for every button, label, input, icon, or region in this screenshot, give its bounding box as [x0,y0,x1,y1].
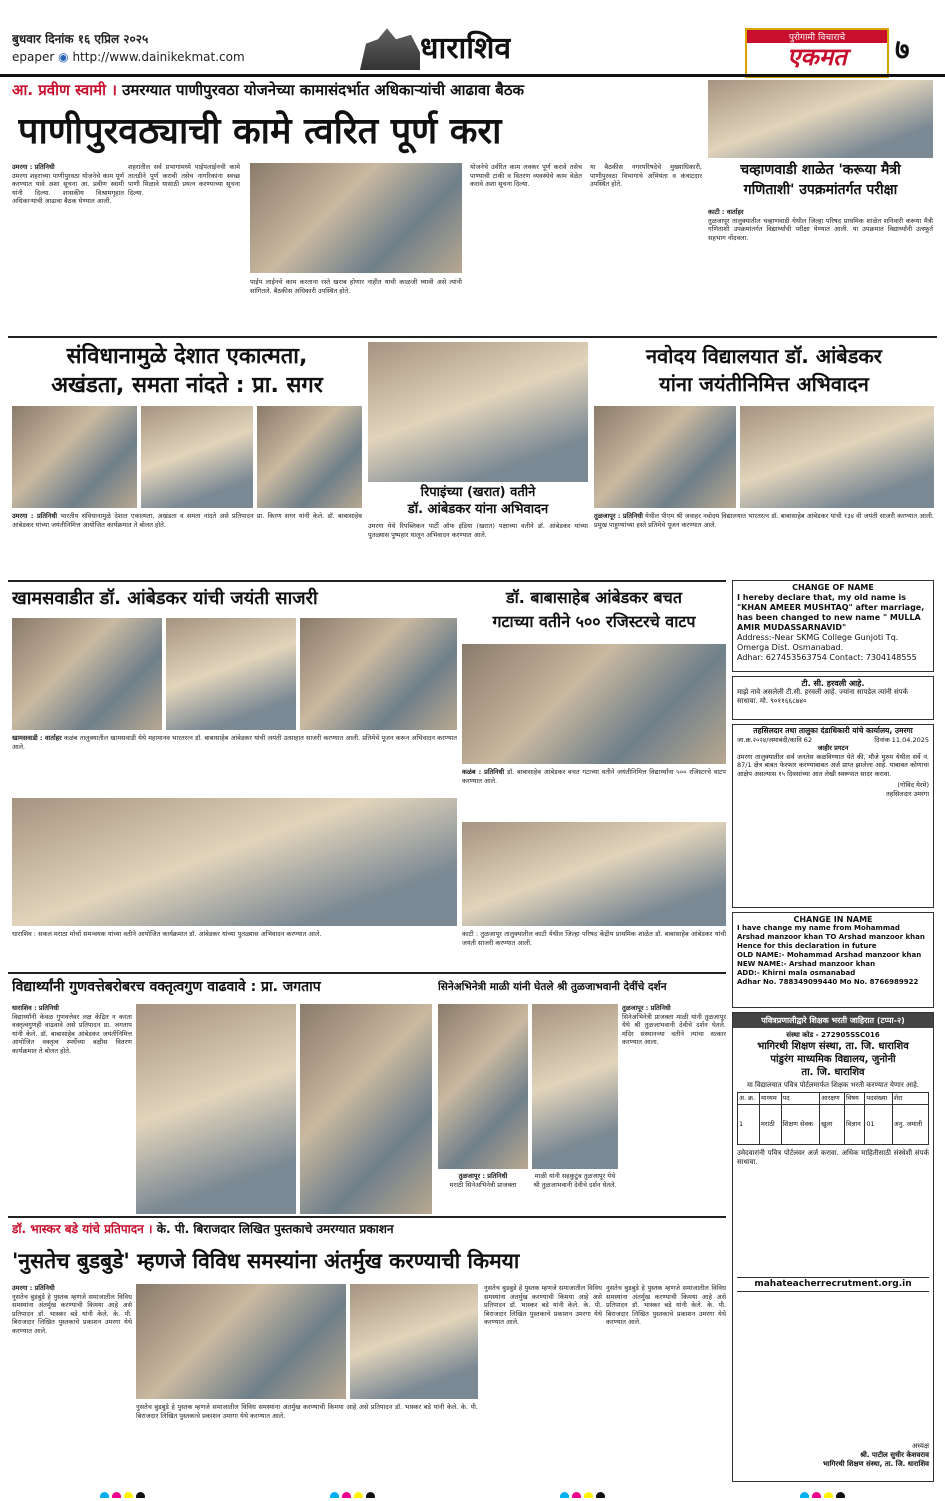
khamaswadi-photo-1 [12,618,162,730]
jagtap-text: विद्यार्थ्यांनी केवळ गुणवत्तेवर लक्ष केंद्रित न करता वक्तृत्वगुणही वाढवावे असे प्रतिपादन प्रा. जगताप यांनी केले. डॉ. बाबासाहेब आंबेडकर जयंतीनिमित्त आयोजित वक्तृत्व स्पर्धेच्या बक्षीस वितरण कार्यक्रमात ते बोलत होते. [12,1012,132,1055]
book-photo-1 [136,1284,346,1399]
chavhan-body [708,208,933,333]
bharti-td-2: शिक्षण सेवक [781,1105,820,1145]
samvidhan-text: भारतीय संविधानामुळे देशात एकात्मता, अखंडता व समता नांदते असे प्रतिपादन प्रा. किरण सगर यांनी केले. डॉ. बाबासाहेब आंबेडकर यांच्या जयंतीनिमित्त आयोजित कार्यक्रमात ते बोलत होते. [12,512,362,529]
magenta-dot-icon [572,1492,581,1498]
ripai-headline-1: रिपाइंच्या (खरात) वतीने [420,485,536,500]
lead-dateline: उमरगा : प्रतिनिधी [12,163,55,171]
black-dot-icon [366,1492,375,1498]
bharti-place: ता. जि. धाराशिव [801,1067,865,1078]
notice-1-title: CHANGE OF NAME [792,583,874,592]
navoday-headline-2: यांना जयंतीनिमित्त अभिवादन [659,372,869,396]
chavhan-headline [708,160,933,204]
samvidhan-photo-2 [141,406,253,508]
navoday-photo-2 [740,406,934,508]
khamaswadi-photo-2 [166,618,296,730]
navoday-headline [594,342,934,402]
navoday-headline-1: नवोदय विद्यालयात डॉ. आंबेडकर [646,344,882,368]
tulja-caption-1 [438,1172,528,1212]
notice-2-body: I have change my name from Mohammad Arshad manzoor khan TO Arshad manzoor khan Hence for this declaration in future [737,924,925,950]
jagtap-photo-2 [300,1004,432,1214]
bharti-td-1: मराठी [760,1105,781,1145]
samvidhan-photo-3 [257,406,362,508]
ripai-body: उमरगा येथे रिपब्लिकन पार्टी ऑफ इंडिया (खरात) पक्षाच्या वतीने डॉ. आंबेडकर यांच्या पुतळ्यास पुष्पहार घालून अभिवादन करण्यात आले. [368,522,588,539]
bachat-photo-2 [462,822,726,926]
divider-1 [8,336,937,338]
globe-icon: ◉ [58,50,69,64]
notice-tc-body: माझे नावे असलेली टी.सी. हरवली आहे. ज्यांना सापडेल त्यांनी संपर्क साधावा. मो. ९०११६६८७४० [737,688,909,705]
brand-name: एकमत [787,43,847,71]
notice-tahsil-ref: जा.क्र.२०२४/जमाबंदी/कावि 62 [737,735,813,744]
samvidhan-body [12,512,362,577]
notice-1-phone: Adhar: 627453563754 Contact: 7304148555 [737,653,917,662]
bharti-web[interactable]: mahateacherrecrutment.org.in [737,1277,929,1292]
book-body-col-2: नुसतेच बुडबुडे हे पुस्तक म्हणजे समाजातील विविध समस्यांना अंतर्मुख करण्याची किमया आहे असे प्रतिपादन डॉ. भास्कर बडे यांनी केले. के. पी. बिराजदार लिखित पुस्तकाचे प्रकाशन उमरगा येथे करण्यात आले. [136,1403,478,1420]
divider-4 [8,1216,726,1218]
site-url[interactable]: http://www.dainikekmat.com [72,50,245,64]
khamaswadi-photo-4 [12,798,457,926]
samvidhan-headline [12,342,362,402]
black-dot-icon [136,1492,145,1498]
notice-2-old: OLD NAME:- Mohammad Arshad manzoor khan [737,951,922,959]
notice-tahsil-body: उमरगा तालुक्यातील सर्व जनतेस कळविण्यात येते की, मौजे मुरुम येथील सर्वे नं. 87/1 क्षेत्र बाबत फेरफार करण्याबाबत अर्ज प्राप्त झालेला आहे. याबाबत कोणाचा आक्षेप असल्यास १५ दिवसांच्या आत लेखी स्वरूपात सादर करावा. [737,752,929,778]
bharti-th-0: अ. क्र. [738,1093,760,1105]
yellow-dot-icon [124,1492,133,1498]
tulja-cap-1b: मराठी सिनेअभिनेत्री प्राजक्ता [449,1180,517,1189]
navoday-text: येथील पीएम श्री जवाहर नवोदय विद्यालयात भारतरत्न डॉ. बाबासाहेब आंबेडकर यांची १३४ वी जयंती साजरी करण्यात आली. प्रमुख पाहुण्यांच्या हस्ते प्रतिमेचे पूजन करण्यात आले. [594,512,934,529]
notice-tahsil [732,724,934,908]
notice-2-new: NEW NAME:- Arshad manzoor khan [737,960,876,968]
notice-tahsil-sign2: तहसिलदार उमरगा [886,789,929,798]
brand-logo [745,28,889,78]
cyan-dot-icon [330,1492,339,1498]
bharti-th-6: शेरा [892,1093,928,1105]
tulja-headline: सिनेअभिनेत्री माळी यांनी घेतले श्री तुळजाभवानी देवींचे दर्शन [438,981,667,993]
chavhan-headline-2: गणिताशी' उपक्रमांतर्गत परीक्षा [743,182,898,198]
bharti-school: पांडुरंग माध्यमिक विद्यालय, जुनोनी [770,1054,896,1065]
masthead-rule [0,74,945,77]
notice-tahsil-date: दिनांक 11.04.2025 [874,735,929,744]
divider-3 [8,972,726,974]
bharti-td-0: 1 [738,1105,760,1145]
samvidhan-headline-2: अखंडता, समता नांदते : प्रा. सगर [51,373,323,398]
ripai-headline [368,484,588,520]
registration-marks-mid2 [560,1486,620,1498]
khamaswadi-headline: खामसवाडीत डॉ. आंबेडकर यांची जयंती साजरी [12,588,318,609]
notice-teacher-recruitment [732,1012,934,1482]
khamaswadi-dateline: खामसवाडी : वार्ताहर [12,734,62,742]
jagtap-headline: विद्यार्थ्यांनी गुणवत्तेबरोबरच वक्तृत्वगुण वाढवावे : प्रा. जगताप [12,979,321,995]
lead-col-4: योजनेचे उर्वरित काम लवकर पूर्ण करावे तसेच पाण्याची टाकी व वितरण व्यवस्थेचे काम वेळेत करावे अशा सूचना दिल्या. [470,163,582,189]
khamaswadi-caption: धाराशिव : सकल मराठा मोर्चा समन्वयक यांच्या वतीने आयोजित कार्यक्रमात डॉ. आंबेडकर यांच्या पुतळ्यास अभिवादन करण्यात आले. [12,930,322,938]
bachat-headline [462,586,726,640]
bachat-caption: काटी : तुळजापूर तालुक्यातील काटी येथील जिल्हा परिषद केंद्रीय प्राथमिक शाळेत डॉ. बाबासाहेब आंबेडकर यांची जयंती साजरी करण्यात आली. [462,930,726,947]
yellow-dot-icon [354,1492,363,1498]
bharti-td-3: खुला [820,1105,845,1145]
bachat-headline-1: डॉ. बाबासाहेब आंबेडकर बचत [506,588,682,607]
tulja-text: सिनेअभिनेत्री प्राजक्ता माळी यांनी तुळजापूर येथे श्री तुळजाभवानी देवीचे दर्शन घेतले. मंदिर संस्थानच्या वतीने त्यांचा सत्कार करण्यात आला. [622,1012,726,1047]
navoday-dateline: तुळजापूर : प्रतिनिधी [594,512,643,520]
bachat-text: डॉ. बाबासाहेब आंबेडकर बचत गटाच्या वतीने जयंतीनिमित्त विद्यार्थ्यांना ५०० रजिस्टरचे वाटप करण्यात आले. [462,768,726,785]
bharti-table-header [738,1093,929,1105]
bachat-dateline: कळंब : प्रतिनिधी [462,768,505,776]
bharti-code: संस्था कोड - 272905SSC016 [786,1031,880,1039]
cyan-dot-icon [100,1492,109,1498]
navoday-photo-1 [594,406,736,508]
bharti-sign-block [737,1442,929,1469]
bharti-th-1: माध्यम [760,1093,781,1105]
lead-col-1 [12,163,124,333]
yellow-dot-icon [824,1492,833,1498]
bharti-td-6: अनु. जमाती [892,1105,928,1145]
bachat-photo-1 [462,644,726,764]
bharti-table [737,1092,929,1145]
cyan-dot-icon [560,1492,569,1498]
divider-2 [8,580,726,582]
lead-col-1-text: उमरगा शहराच्या पाणीपुरवठा योजनेचे काम पूर्ण करण्यात यावे अशा सूचना आ. प्रवीण स्वामी यांनी दिल्या. शासकीय विश्रामगृहात अधिकाऱ्यांची आढावा बैठक घेण्यात आली. [12,171,124,206]
registration-marks-right [800,1486,860,1498]
magenta-dot-icon [112,1492,121,1498]
lead-headline: पाणीपुरवठ्याची कामे त्वरित पूर्ण करा [18,111,502,152]
tulja-dateline: तुळजापूर : प्रतिनिधी [622,1004,671,1012]
bachat-body [462,768,726,818]
jagtap-body-col-1 [12,1004,132,1214]
book-kicker [12,1220,727,1240]
samvidhan-headline-1: संविधानामुळे देशात एकात्मता, [66,344,308,369]
notice-tahsil-sign: (गोविंद येरमे) [897,781,929,789]
lead-col-5: या बैठकीस नगरपरिषदेचे मुख्याधिकारी, पाणीपुरवठा विभागाचे अभियंता व कंत्राटदार उपस्थित होते. [590,163,702,189]
lead-kicker-text: उमरग्यात पाणीपुरवठा योजनेच्या कामासंदर्भात अधिकाऱ्यांची आढावा बैठक [122,81,525,99]
book-body-col-4: नुसतेच बुडबुडे हे पुस्तक म्हणजे समाजातील विविध समस्यांना अंतर्मुख करण्याची किमया आहे असे प्रतिपादन डॉ. भास्कर बडे यांनी केले. के. पी. बिराजदार लिखित पुस्तकाचे प्रकाशन उमरगा येथे करण्यात आले. [606,1284,726,1327]
bharti-td-5: 01 [865,1105,892,1145]
bharti-sign-3: भागिरथी शिक्षण संस्था, ता. जि. धाराशिव [822,1460,929,1468]
notice-tahsil-sub: जाहीर प्रगटन [817,744,849,752]
page-number: ७ [895,33,910,66]
jagtap-photo [136,1004,296,1214]
bharti-table-row [738,1105,929,1145]
bharti-title: पवित्रप्रणालीद्वारे शिक्षक भरती जाहिरात (टप्पा-२) [733,1013,933,1028]
bharti-th-3: आरक्षण [820,1093,845,1105]
book-dateline: उमरगा : प्रतिनिधी [12,1284,55,1292]
fort-logo-icon [360,26,420,70]
cyan-dot-icon [800,1492,809,1498]
bharti-org: भागिरथी शिक्षण संस्था, ता. जि. धाराशिव [757,1041,909,1052]
book-kicker-name: डॉ. भास्कर बडे यांचे प्रतिपादन । [12,1222,153,1236]
notice-change-name-1 [732,580,934,672]
book-body-col-1 [12,1284,132,1464]
bharti-th-4: विषय [844,1093,864,1105]
lead-photo [250,163,462,273]
registration-marks-left [100,1486,160,1498]
tulja-body [622,1004,726,1214]
lead-kicker-name: आ. प्रवीण स्वामी । [12,81,117,99]
tulja-photo-1 [438,1004,528,1169]
ripai-headline-2: डॉ. आंबेडकर यांना अभिवादन [407,502,549,517]
notice-change-name-2 [732,912,934,1008]
khamaswadi-text: कळंब तालुक्यातील खामसवाडी येथे महामानव भारतरत्न डॉ. बाबासाहेब आंबेडकर यांची जयंती उत्साहात साजरी करण्यात आली. प्रतिमेचे पूजन करून अभिवादन करण्यात आले. [12,734,457,751]
notice-2-address: ADD:- Khirni mala osmanabad [737,969,856,977]
bharti-sign-1: अध्यक्ष [911,1442,929,1450]
magenta-dot-icon [342,1492,351,1498]
book-kicker-text: के. पी. बिराजदार लिखित पुस्तकाचे उमरग्यात प्रकाशन [156,1222,394,1236]
book-headline: 'नुसतेच बुडबुडे' म्हणजे विविध समस्यांना अंतर्मुख करण्याची किमया [12,1249,520,1273]
notice-1-address: Address:-Near SKMG College Gunjoti Tq. Omerga Dist. Osmanabad. [737,633,899,652]
lead-kicker [12,80,702,102]
registration-marks-mid1 [330,1486,390,1498]
magenta-dot-icon [812,1492,821,1498]
book-text: नुसतेच बुडबुडे हे पुस्तक म्हणजे समाजातील विविध समस्यांना अंतर्मुख करण्याची किमया आहे असे प्रतिपादन डॉ. भास्कर बडे यांनी केले. के. पी. बिराजदार लिखित पुस्तकाचे प्रकाशन उमरगा येथे करण्यात आले. [12,1292,132,1335]
bharti-th-5: पदसंख्या [865,1093,892,1105]
book-photo-2 [350,1284,478,1399]
samvidhan-dateline: उमरगा : प्रतिनिधी [12,512,58,520]
masthead-site[interactable] [12,50,245,64]
yellow-dot-icon [584,1492,593,1498]
notice-tahsil-title: तहसिलदार तथा तालुका दंडाधिकारी यांचे कार्यालय, उमरगा [753,726,913,735]
khamaswadi-photo-3 [300,618,457,730]
bachat-headline-2: गटाच्या वतीने ५०० रजिस्टरचे वाटप [492,612,696,631]
ripai-photo [368,342,588,482]
lead-col-3: पाईप लाईनचे काम करताना रस्ते खराब होणार नाहीत याची काळजी घ्यावी असे त्यांनी सांगितले. बैठकीस अधिकारी उपस्थित होते. [250,278,462,295]
tulja-photo-2 [532,1004,618,1169]
notice-2-phone: Adhar No. 788349099440 Mo No. 8766989922 [737,978,919,986]
masthead [0,0,945,78]
khamaswadi-body [12,734,457,794]
book-body-col-3: नुसतेच बुडबुडे हे पुस्तक म्हणजे समाजातील विविध समस्यांना अंतर्मुख करण्याची किमया आहे असे प्रतिपादन डॉ. भास्कर बडे यांनी केले. के. पी. बिराजदार लिखित पुस्तकाचे प्रकाशन उमरगा येथे करण्यात आले. [484,1284,602,1327]
bharti-sign-2: श्री. पाटील सुधीर केशवराव [860,1451,929,1459]
tulja-cap-1: तुळजापूर : प्रतिनिधी [458,1172,508,1180]
samvidhan-photo-1 [12,406,137,508]
brand-tagline: पुरोगामी विचाराचे [747,30,887,43]
notice-1-body: I hereby declare that, my old name is "KHAN AMEER MUSHTAQ" after marriage, has been changed to new name " MULLA AMIR MUDASSARNAVID" [737,593,925,632]
black-dot-icon [596,1492,605,1498]
bharti-td-4: विज्ञान [844,1105,864,1145]
black-dot-icon [836,1492,845,1498]
lead-col-2: शहरातील सर्व प्रभागांमध्ये पाईपलाईनची कामे तातडीने पूर्ण करावी तसेच नागरिकांना स्वच्छ पाणी मिळावे यासाठी प्रयत्न करण्याच्या सूचना दिल्या. [128,163,240,197]
site-prefix: epaper [12,50,55,64]
chavhan-photo [708,80,933,158]
navoday-body [594,512,934,577]
bharti-body: उमेदवारांनी पवित्र पोर्टलवर अर्ज करावा. अधिक माहितीसाठी संस्थेशी संपर्क साधावा. [737,1149,929,1166]
notice-2-title: CHANGE IN NAME [793,915,873,924]
notice-tahsil-ref-row [737,736,929,745]
chavhan-text: तुळजापूर तालुक्यातील चव्हाणवाडी येथील जिल्हा परिषद प्राथमिक शाळेत शनिवारी करूया मैत्री गणिताशी उपक्रमांतर्गत विद्यार्थ्यांची परीक्षा घेण्यात आली. या उपक्रमात विद्यार्थ्यांनी उत्स्फूर्त सहभाग नोंदवला. [708,216,933,242]
notice-tc-lost [732,676,934,720]
bharti-th-2: पद [781,1093,820,1105]
chavhan-headline-1: चव्हाणवाडी शाळेत 'करूया मैत्री [740,162,901,178]
notice-tc-title: टी. सी. हरवली आहे. [801,679,865,688]
edition-title: धाराशिव [420,31,512,66]
bharti-note: या विद्यालयात पवित्र पोर्टलमार्फत शिक्षक भरती करण्यात येणार आहे. [746,1081,920,1089]
chavhan-dateline: काटी : वार्ताहर [708,208,744,216]
tulja-caption-2: माळी यांनी सहकुटुंब तुळजापूर येथे श्री तुळजाभवानी देवीचे दर्शन घेतले. [533,1172,617,1189]
masthead-date: बुधवार दिनांक १६ एप्रिल २०२५ [12,32,149,46]
jagtap-dateline: धाराशिव : प्रतिनिधी [12,1004,59,1012]
